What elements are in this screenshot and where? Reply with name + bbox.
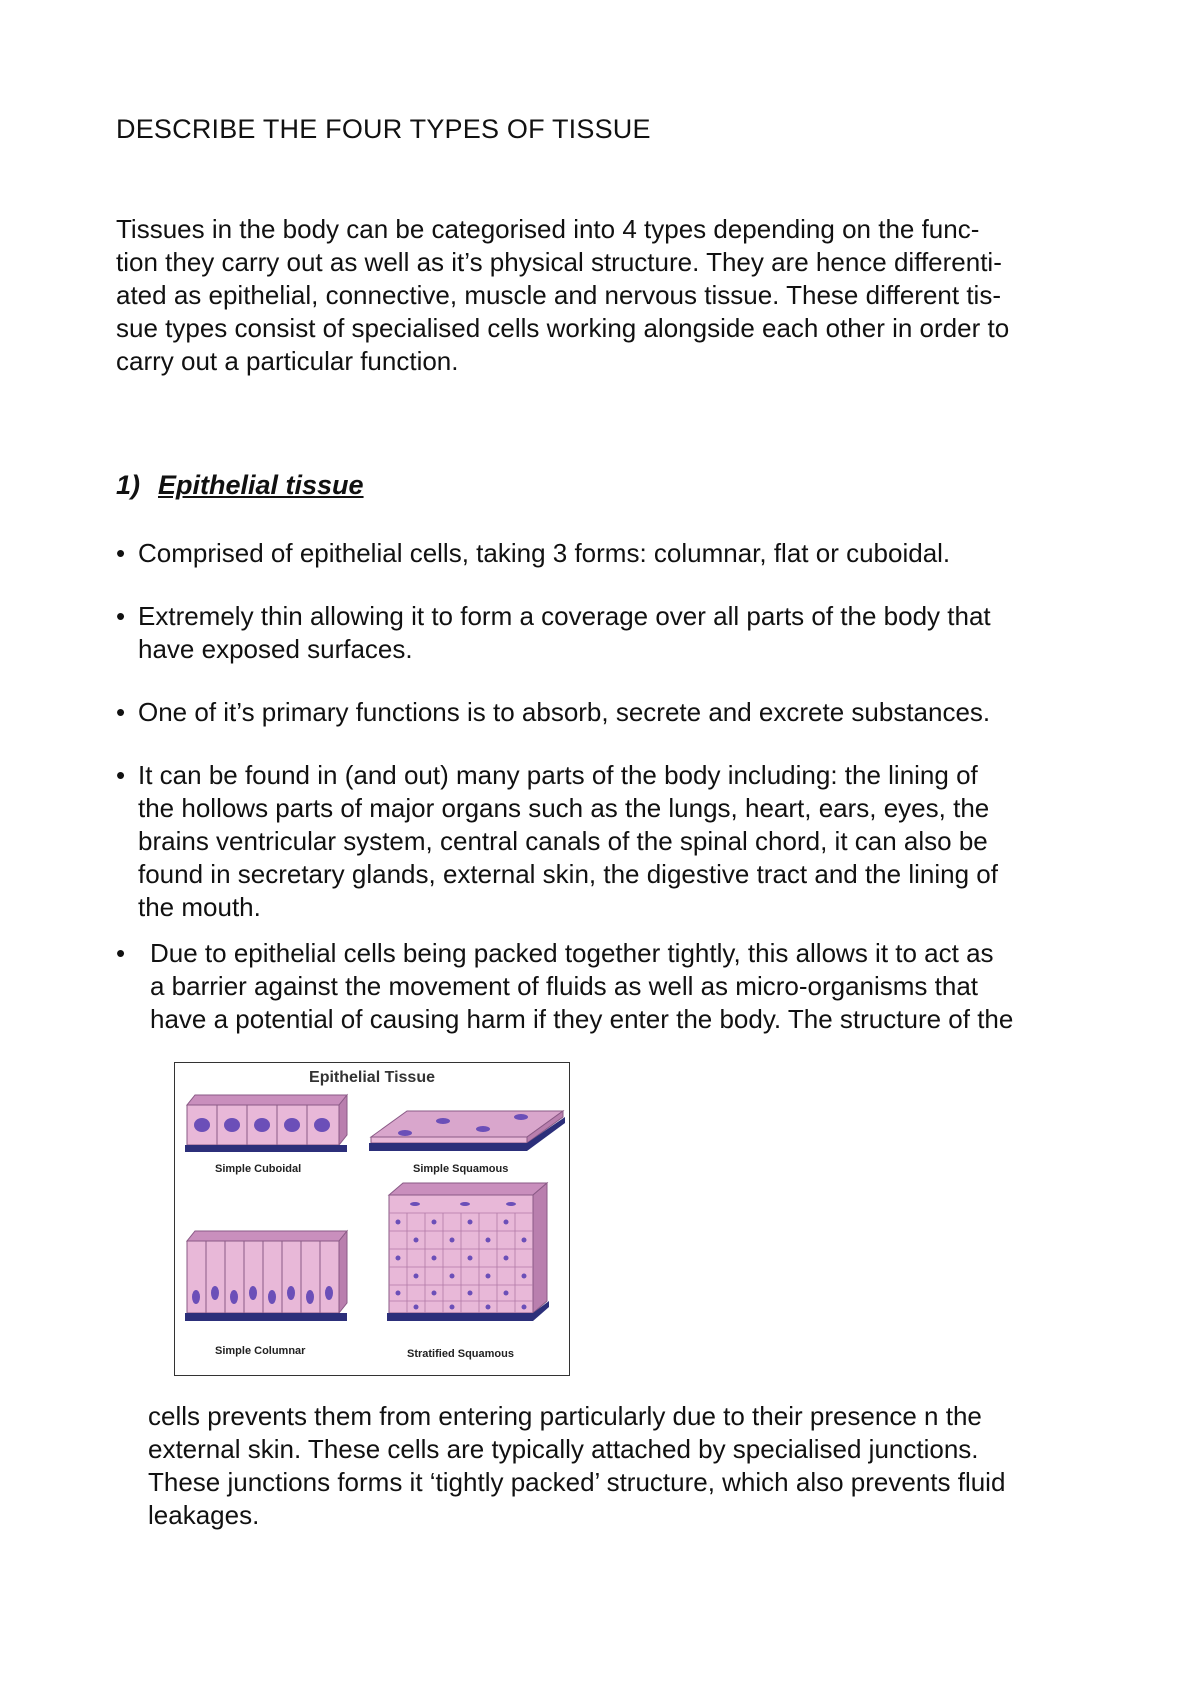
figure-title: Epithelial Tissue (309, 1069, 435, 1086)
bullet-line: found in secretary glands, external skin, the digestive tract and the lining of (138, 859, 998, 889)
intro-line: Tissues in the body can be categorised into 4 types depending on the func- (116, 214, 980, 244)
bullet-dot: • (116, 538, 126, 568)
bullet-dot: • (116, 760, 126, 790)
simple-columnar-illustration (185, 1231, 347, 1321)
intro-paragraph (116, 213, 1106, 378)
label-simple-squamous: Simple Squamous (413, 1163, 509, 1175)
bullet-line: have exposed surfaces. (138, 634, 413, 664)
label-stratified-squamous: Stratified Squamous (407, 1348, 514, 1360)
stratified-squamous-illustration (387, 1183, 549, 1321)
bullet-line: have a potential of causing harm if they enter the body. The structure of the (150, 1004, 1014, 1034)
continuation-line: leakages. (148, 1500, 260, 1530)
tissue-illustrations (175, 1063, 571, 1377)
continuation-paragraph (148, 1400, 1005, 1532)
bullet-line: brains ventricular system, central canals of the spinal chord, it can also be (138, 826, 988, 856)
continuation-line: cells prevents them from entering particularly due to their presence n the (148, 1401, 982, 1431)
continuation-line: external skin. These cells are typically attached by specialised junctions. (148, 1434, 979, 1464)
simple-squamous-illustration (369, 1111, 565, 1151)
page-title: DESCRIBE THE FOUR TYPES OF TISSUE (116, 114, 651, 144)
bullet-line: the mouth. (138, 892, 261, 922)
bullet-dot: • (116, 938, 126, 968)
bullet-dot: • (116, 601, 126, 631)
section-heading (116, 470, 364, 501)
bullet-line: the hollows parts of major organs such as the lungs, heart, ears, eyes, the (138, 793, 990, 823)
bullet-line: Comprised of epithelial cells, taking 3 forms: columnar, flat or cuboidal. (138, 538, 951, 568)
bullet-line: One of it’s primary functions is to absorb, secrete and excrete substances. (138, 697, 991, 727)
intro-line: carry out a particular function. (116, 346, 459, 376)
continuation-line: These junctions forms it ‘tightly packed’ structure, which also prevents fluid (148, 1467, 1006, 1497)
intro-line: ated as epithelial, connective, muscle and nervous tissue. These different tis- (116, 280, 1001, 310)
label-simple-cuboidal: Simple Cuboidal (215, 1163, 302, 1175)
bullet-dot: • (116, 697, 126, 727)
bullet-line: Due to epithelial cells being packed together tightly, this allows it to act as (150, 938, 994, 968)
section-number: 1) (116, 470, 141, 500)
simple-cuboidal-illustration (185, 1095, 347, 1152)
bullet-line: Extremely thin allowing it to form a coverage over all parts of the body that (138, 601, 991, 631)
label-simple-columnar: Simple Columnar (215, 1345, 306, 1357)
epithelial-tissue-figure (174, 1062, 570, 1376)
section-heading-text: Epithelial tissue (158, 470, 364, 500)
bullet-line: a barrier against the movement of fluids as well as micro-organisms that (150, 971, 979, 1001)
bullet-line: It can be found in (and out) many parts of the body including: the lining of (138, 760, 978, 790)
intro-line: sue types consist of specialised cells working alongside each other in order to (116, 313, 1010, 343)
intro-line: tion they carry out as well as it’s physical structure. They are hence differenti- (116, 247, 1002, 277)
